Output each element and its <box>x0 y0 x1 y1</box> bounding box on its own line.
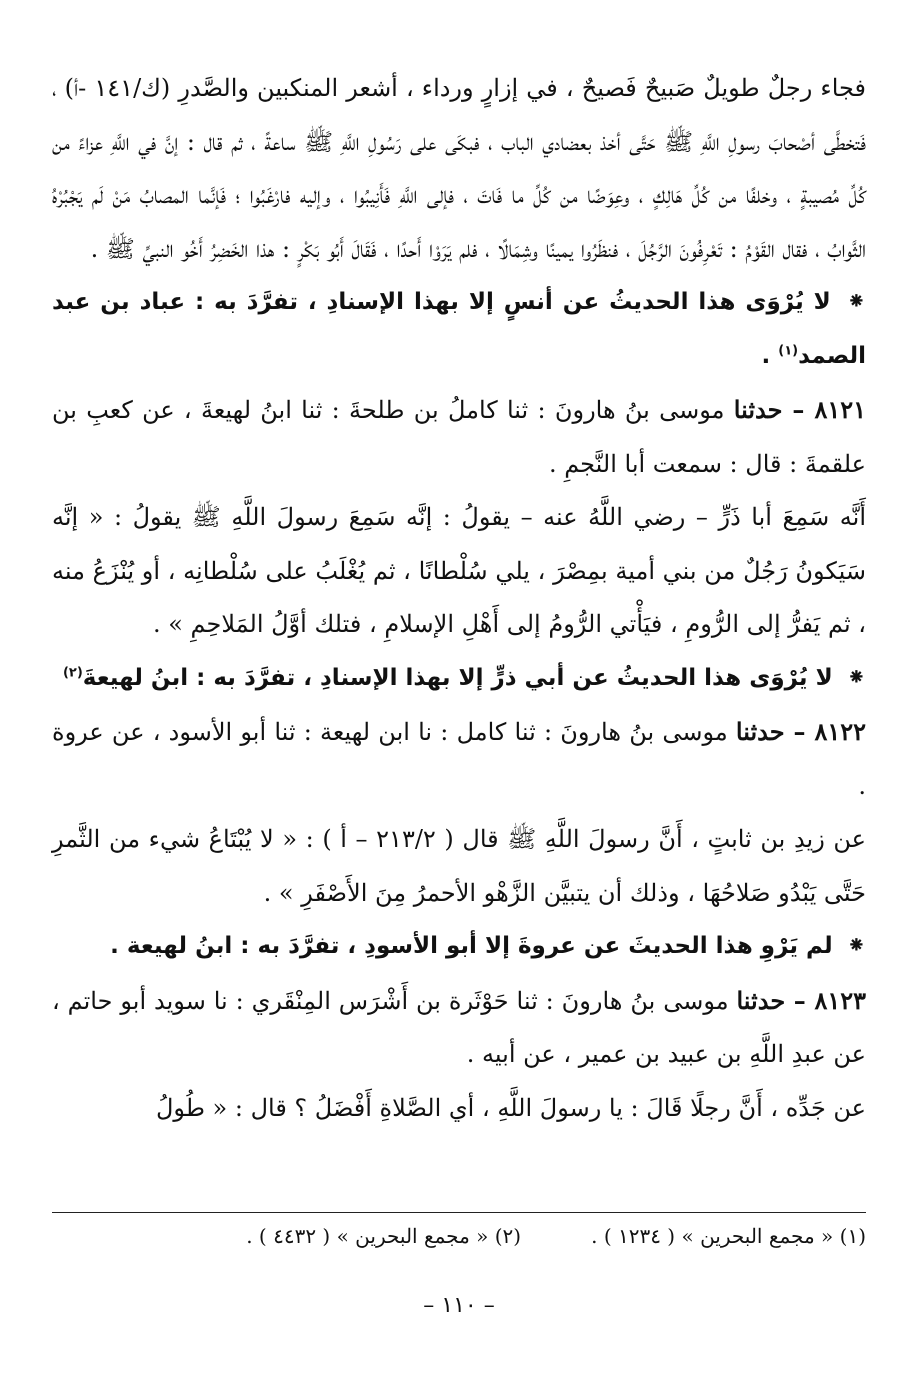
star-icon: ⁕ <box>846 289 867 315</box>
narration-note <box>52 920 866 974</box>
hadith-number: ٨١٢٣ <box>814 985 866 1015</box>
narration-note <box>52 276 866 383</box>
paragraph-text: عن جَدِّه ، أَنَّ رجلًا قَالَ : يا رسولَ اللَّهِ ، أي الصَّلاةِ أَفْضَلُ ؟ قال : « طُولُ <box>155 1093 866 1122</box>
hadith-dash: – <box>782 395 815 424</box>
hadith-matn <box>52 1082 866 1136</box>
footnote-marker[interactable]: (٢) <box>62 664 83 680</box>
footnote-2: (٢) « مجمع البحرين » ( ٤٤٣٢ ) . <box>246 1224 522 1248</box>
note-text: لم يَرْوِ هذا الحديثَ عن عروةَ إلا أبو الأسودِ ، تفرَّدَ به : ابنُ لهيعة . <box>110 933 833 959</box>
hadith-isnad <box>52 974 866 1082</box>
hadith-text-continuation <box>52 62 866 276</box>
hadith-isnad <box>52 705 866 813</box>
isnad-text: موسى بنُ هارونَ : ثنا كاملُ بن طلحةَ : ثنا ابنُ لهيعةَ ، عن كعبِ بن علقمةَ : قال : سمعت أبا النَّجمِ . <box>52 396 866 478</box>
hadith-isnad <box>52 383 866 491</box>
isnad-text: موسى بنُ هارونَ : ثنا كامل : نا ابن لهيعة : ثنا أبو الأسود ، عن عروة . <box>52 718 866 800</box>
footnote-1: (١) « مجمع البحرين » ( ١٢٣٤ ) . <box>591 1224 866 1248</box>
footnote-divider <box>52 1212 866 1213</box>
note-text: لا يُرْوَى هذا الحديثُ عن أبي ذرٍّ إلا بهذا الإسنادِ ، تفرَّدَ به : ابنُ لهيعةَ <box>82 664 833 691</box>
haddathana-label: حدثنا <box>733 395 783 424</box>
paragraph-text: عن زيدِ بن ثابتٍ ، أَنَّ رسولَ اللَّهِ ﷺ قال ( ٢١٣/٢ – أ ) : « لا يُبْتَاعُ شيء من الثَّمرِ حَتَّى يَبْدُو صَلاحُهَا ، وذلك أن يتبيَّن الزَّهْو الأحمرُ مِنَ الأَصْفَرِ » . <box>52 825 867 907</box>
haddathana-label: حدثنا <box>735 717 785 746</box>
page-number: – ١١٠ – <box>423 1293 495 1318</box>
star-icon: ⁕ <box>846 933 866 959</box>
hadith-matn <box>52 491 866 652</box>
note-text: لا يُرْوَى هذا الحديثُ عن أنسٍ إلا بهذا الإسنادِ ، تفرَّدَ به : عباد بن عبد الصمد <box>52 289 866 369</box>
isnad-text: موسى بنُ هارونَ : ثنا حَوْثَرة بن أَشْرَس المِنْقَري : نا سويد أبو حاتم ، عن عبدِ اللَّهِ بن عبيد بن عمير ، عن أبيه . <box>52 986 866 1068</box>
haddathana-label: حدثنا <box>736 985 786 1015</box>
paragraph-text: فجاء رجلٌ طويلٌ صَبيحٌ فَصيحٌ ، في إزارٍ ورداء ، أشعر المنكبين والصَّدرِ (ك/١٤١ -أ) ، فَتخطَّى أصْحابَ رسولِ اللَّهِ ﷺ حَتَّى أخذ بعضادي الباب ، فبكَى على رَسُولِ اللَّهِ ﷺ ساعةً ، ثم قال : إنَّ في اللَّهِ عزاءً من كُلِّ مُصيبةٍ ، وخلفًا من كُلِّ هَالِكٍ ، وعِوَضًا من كُلِّ ما فَاتَ ، فإلى اللَّهِ فَأَنِيبُوا ، وإليه فارْغَبُوا ؛ فَإنَّما المصابُ مَنْ لَم يَجْبُرْهُ الثَّوابُ ، فقال القَوْمُ : تَعْرِفُونَ الرَّجُلَ ، فنظَرُوا يمينًا وشِمَالًا ، فلم يَرَوْا أَحدًا ، فَقَالَ أَبُو بَكْرٍ : هذا الخَضِرُ أَخُو النبيِّ ﷺ . <box>52 74 866 263</box>
hadith-dash: – <box>785 985 815 1015</box>
hadith-matn <box>52 813 866 920</box>
paragraph-text: أَنَّه سَمِعَ أبا ذَرٍّ – رضي اللَّهُ عنه – يقولُ : إنَّه سَمِعَ رسولَ اللَّهِ ﷺ يقولُ : « إنَّه سَيَكونُ رَجُلٌ من بني أمية بمِصْرَ ، يلي سُلْطانًا ، ثم يُغْلَبُ على سُلْطانِه ، أو يُنْزَعُ منه ، ثم يَفرُّ إلى الرُّومِ ، فيَأْتي الرُّومُ إلى أَهْلِ الإسلامِ ، فتلك أوَّلُ المَلاحِمِ » . <box>52 503 866 638</box>
narration-note <box>52 652 866 706</box>
page-body <box>52 62 866 1135</box>
footnote-marker[interactable]: (١) <box>778 342 799 358</box>
footnotes <box>52 1220 866 1252</box>
note-tail: . <box>761 342 779 369</box>
hadith-dash: – <box>784 717 815 746</box>
star-icon: ⁕ <box>846 664 866 691</box>
hadith-number: ٨١٢٢ <box>814 717 866 746</box>
hadith-number: ٨١٢١ <box>814 395 866 424</box>
